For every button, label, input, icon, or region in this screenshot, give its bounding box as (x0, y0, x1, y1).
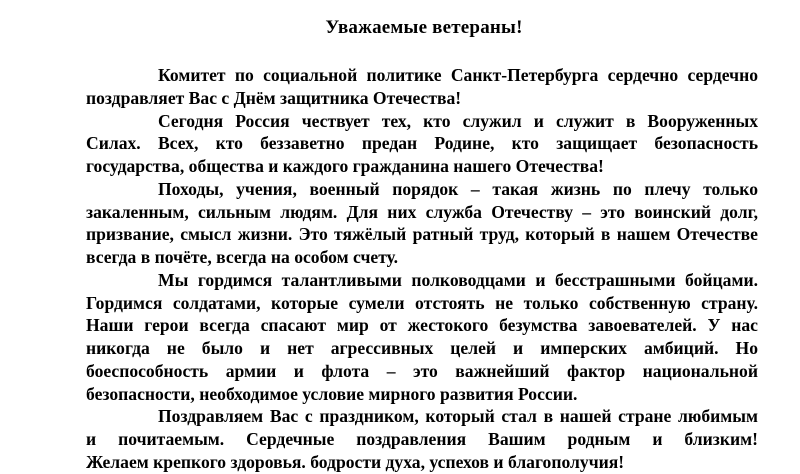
paragraph-4-line-2: Гордимся солдатами, которые сумели отстоять не только собственную страну. (86, 292, 758, 313)
paragraph-2-line-2: Силах. Всех, кто беззаветно предан Родине, кто защищает безопасность (86, 133, 758, 154)
paragraph-4-line-3: Наши герои всегда спасают мир от жестокого безумства завоевателей. У нас (86, 315, 758, 336)
paragraph-3-line-4: всегда в почёте, всегда на особом счету. (86, 247, 399, 267)
paragraph-1-line-2: поздравляет Вас с Днём защитника Отечества! (86, 87, 462, 108)
paragraph-3-line-2: закаленным, сильным людям. Для них служба Отечеству – это воинский долг, (86, 201, 758, 222)
paragraph-2-line-1: Сегодня Россия чествует тех, кто служил и служит в Вооруженных (158, 110, 758, 131)
paragraph-4-line-6: безопасности, необходимое условие мирного развития России. (86, 383, 578, 404)
paragraph-4-line-5: боеспособность армии и флота – это важнейший фактор национальной (86, 360, 758, 381)
paragraph-5-line-3: Желаем крепкого здоровья. бодрости духа, успехов и благополучия! (86, 451, 625, 472)
letter-title: Уважаемые ветераны! (325, 17, 523, 38)
paragraph-4-line-4: никогда не было и нет агрессивных целей и имперских амбиций. Но (86, 338, 758, 358)
paragraph-1-line-1: Комитет по социальной политике Санкт-Петербурга сердечно сердечно (158, 65, 758, 85)
paragraph-3-line-3: призвание, смысл жизни. Это тяжёлый ратный труд, который в нашем Отечестве (86, 224, 758, 245)
paragraph-5-line-1: Поздравляем Вас с праздником, который стал в нашей стране любимым (158, 406, 758, 427)
letter-body (86, 64, 758, 474)
paragraph-3-line-1: Походы, учения, военный порядок – такая жизнь по плечу только (158, 178, 758, 199)
paragraph-4-line-1: Мы гордимся талантливыми полководцами и бесстрашными бойцами. (158, 269, 758, 290)
paragraph-5-line-2: и почитаемым. Сердечные поздравления Вашим родным и близким! (86, 429, 758, 449)
paragraph-2-line-3: государства, общества и каждого гражданина нашего Отечества! (86, 156, 604, 176)
